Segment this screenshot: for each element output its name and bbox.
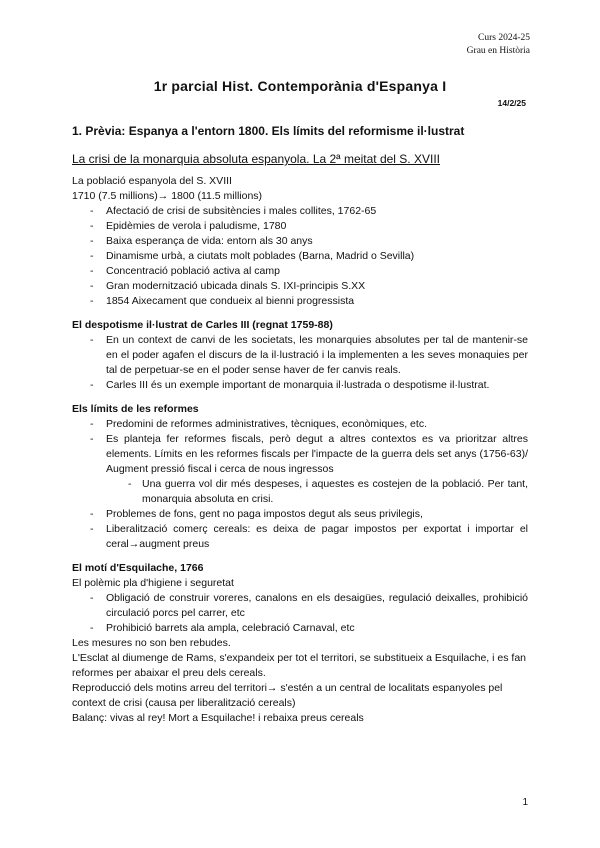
list-item: - Concentració població activa al camp	[72, 264, 528, 279]
list-item: - En un context de canvi de les societats, les monarquies absolutes per tal de mantenir-se en el poder agafen el discurs de la il·lustració i la implementen a les seves monaquies per tal de perpetuar-se en el poder sense haver de fer canvis reals.	[72, 333, 528, 378]
despotism-list	[72, 333, 528, 393]
list-item: - Carles III és un exemple important de monarquia il·lustrada o despotisme il·lustrat.	[72, 378, 528, 393]
esquilache-paragraph: Reproducció dels motins arreu del territori→ s'estén a un central de localitats espanyoles pel context de crisi (causa per liberalització cereals)	[72, 682, 503, 709]
limits-list-continued	[72, 507, 528, 552]
despotism-heading: El despotisme il·lustrat de Carles III (regnat 1759-88)	[72, 319, 333, 331]
list-item: - Afectació de crisi de subsitències i males collites, 1762-65	[72, 204, 528, 219]
course-header	[467, 32, 530, 58]
list-item: - Predomini de reformes administratives, tècniques, econòmiques, etc.	[72, 417, 528, 432]
esquilache-heading: El motí d'Esquilache, 1766	[72, 562, 204, 574]
list-item: - Epidèmies de verola i paludisme, 1780	[72, 219, 528, 234]
course-year: Curs 2024-25	[478, 33, 530, 43]
population-list	[72, 204, 528, 309]
list-item: - 1854 Aixecament que condueix al bienni progressista	[72, 294, 528, 309]
limits-list	[72, 417, 528, 477]
list-item: - Liberalització comerç cereals: es deixa de pagar impostos per exportat i importar el ceral→augment preus	[72, 522, 528, 552]
list-item: - Obligació de construir voreres, canalons en els desaigües, regulació deixalles, prohibició circulació porcs pel carrer, etc	[72, 591, 528, 621]
population-line-1: La població espanyola del S. XVIII	[72, 175, 232, 187]
degree-name: Grau en Història	[466, 46, 530, 56]
esquilache-paragraph: Les mesures no son ben rebudes.	[72, 637, 231, 649]
list-item: - Problemes de fons, gent no paga impostos degut als seus privilegis,	[72, 507, 528, 522]
list-item: - Prohibició barrets ala ampla, celebració Carnaval, etc	[72, 621, 528, 636]
list-item: - Es planteja fer reformes fiscals, però degut a altres contextos es va prioritzar altres elements. Límits en les reformes fiscals per l'impacte de la guerra dels set anys (1756-63)/ Augment pressió fiscal i cerca de nous ingressos	[72, 432, 528, 477]
section-heading: 1. Prèvia: Espanya a l'entorn 1800. Els límits del reformisme il·lustrat	[72, 124, 465, 138]
section-subheading: La crisi de la monarquia absoluta espanyola. La 2ª meitat del S. XVIII	[72, 152, 440, 166]
list-item: - Baixa esperança de vida: entorn als 30 anys	[72, 234, 528, 249]
document-date: 14/2/25	[497, 98, 526, 108]
limits-heading: Els límits de les reformes	[72, 403, 199, 415]
esquilache-intro: El polèmic pla d'higiene i seguretat	[72, 577, 234, 589]
esquilache-list	[72, 591, 528, 636]
document-title: 1r parcial Hist. Contemporània d'Espanya I	[153, 78, 447, 94]
esquilache-paragraph: L'Esclat al diumenge de Rams, s'expandeix per tot el territori, se substitueix a Esquilache, i es fan reformes per abaixar el preu dels cereals.	[72, 652, 526, 679]
list-item: - Gran modernització ubicada dinals S. IXI-principis S.XX	[72, 279, 528, 294]
list-item: - Dinamisme urbà, a ciutats molt poblades (Barna, Madrid o Sevilla)	[72, 249, 528, 264]
list-item: - Una guerra vol dir més despeses, i aquestes es costejen de la població. Per tant, monarquia absoluta en crisi.	[72, 477, 528, 507]
esquilache-paragraph: Balanç: vivas al rey! Mort a Esquilache! i rebaixa preus cereals	[72, 712, 364, 724]
document-body	[72, 124, 528, 726]
limits-sublist	[72, 477, 528, 507]
population-line-2: 1710 (7.5 millions)→ 1800 (11.5 millions)	[72, 190, 263, 202]
page-number: 1	[522, 797, 528, 808]
